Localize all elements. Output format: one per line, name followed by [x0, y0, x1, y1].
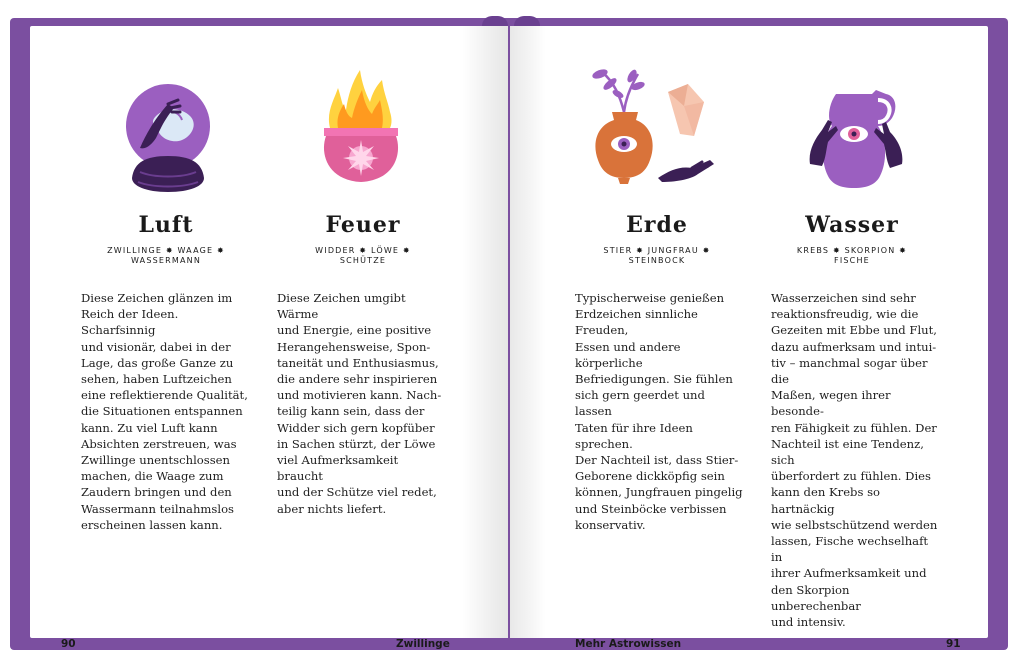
element-signs-feuer: WIDDER ✸ LÖWE ✸ SCHÜTZE: [315, 246, 411, 265]
plant-vase-crystal-icon: [584, 62, 724, 192]
left-page: [30, 26, 508, 650]
element-title-luft: Luft: [138, 212, 194, 238]
element-title-wasser: Wasser: [805, 212, 899, 238]
page-number-left: 90: [61, 638, 76, 650]
element-signs-wasser: KREBS ✸ SKORPION ✸ FISCHE: [796, 246, 908, 265]
element-text-wasser: Wasserzeichen sind sehr reaktionsfreudig, wie die Gezeiten mit Ebbe und Flut, dazu aufmerksam und intui- tiv – manchmal sogar über die Maßen, wegen ihrer besonde- ren Fähigkeit zu fühlen. Der Nachteil ist eine Tendenz, sich überfordert zu fühlen. Dies kann den Krebs so hartnäckig wie selbstschützend werden lassen, Fische wechselhaft in ihrer Aufmerksamkeit und den Skorpion unberechenbar und intensiv.: [771, 291, 938, 630]
crystal-ball-icon: [120, 82, 220, 202]
element-text-erde: Typischerweise genießen Erdzeichen sinnliche Freuden, Essen und andere körperliche Befriedigungen. Sie fühlen sich gern geerdet und lassen Taten für ihre Ideen sprechen. Der Nachteil ist, dass Stier- Geborene dickköpfig sein können, Jungfrauen pingelig und Steinböcke verbissen konservativ.: [575, 291, 743, 532]
running-head-right: Mehr Astrowissen: [575, 638, 682, 650]
element-signs-erde: STIER ✸ JUNGFRAU ✸ STEINBOCK: [603, 246, 711, 265]
element-text-luft: Diese Zeichen glänzen im Reich der Ideen. Scharfsinnig und visionär, dabei in der Lage, das große Ganze zu sehen, haben Luftzeichen eine reflektierende Qualität, die Situationen entspannen kann. Zu viel Luft kann Absichten zerstreuen, was Zwillinge unentschlossen machen, die Waage zum Zaudern bringen und den Wassermann teilnahmslos erscheinen lassen kann.: [81, 291, 248, 532]
page-number-right: 91: [946, 638, 961, 650]
element-signs-luft: ZWILLINGE ✸ WAAGE ✸ WASSERMANN: [107, 246, 225, 265]
element-title-feuer: Feuer: [325, 212, 401, 238]
element-title-erde: Erde: [626, 212, 688, 238]
element-text-feuer: Diese Zeichen umgibt Wärme und Energie, eine positive Herangehensweise, Spon- taneität und Enthusiasmus, die andere sehr inspirieren und motivieren kann. Nach- teilig kann sein, dass der Widder sich gern kopfüber in Sachen stürzt, der Löwe viel Aufmerksamkeit braucht und der Schütze viel redet, aber nichts liefert.: [277, 291, 442, 516]
right-page: [510, 26, 988, 650]
flaming-cauldron-icon: [316, 66, 406, 196]
water-jug-hands-icon: [806, 86, 906, 196]
running-head-left: Zwillinge: [396, 638, 450, 650]
